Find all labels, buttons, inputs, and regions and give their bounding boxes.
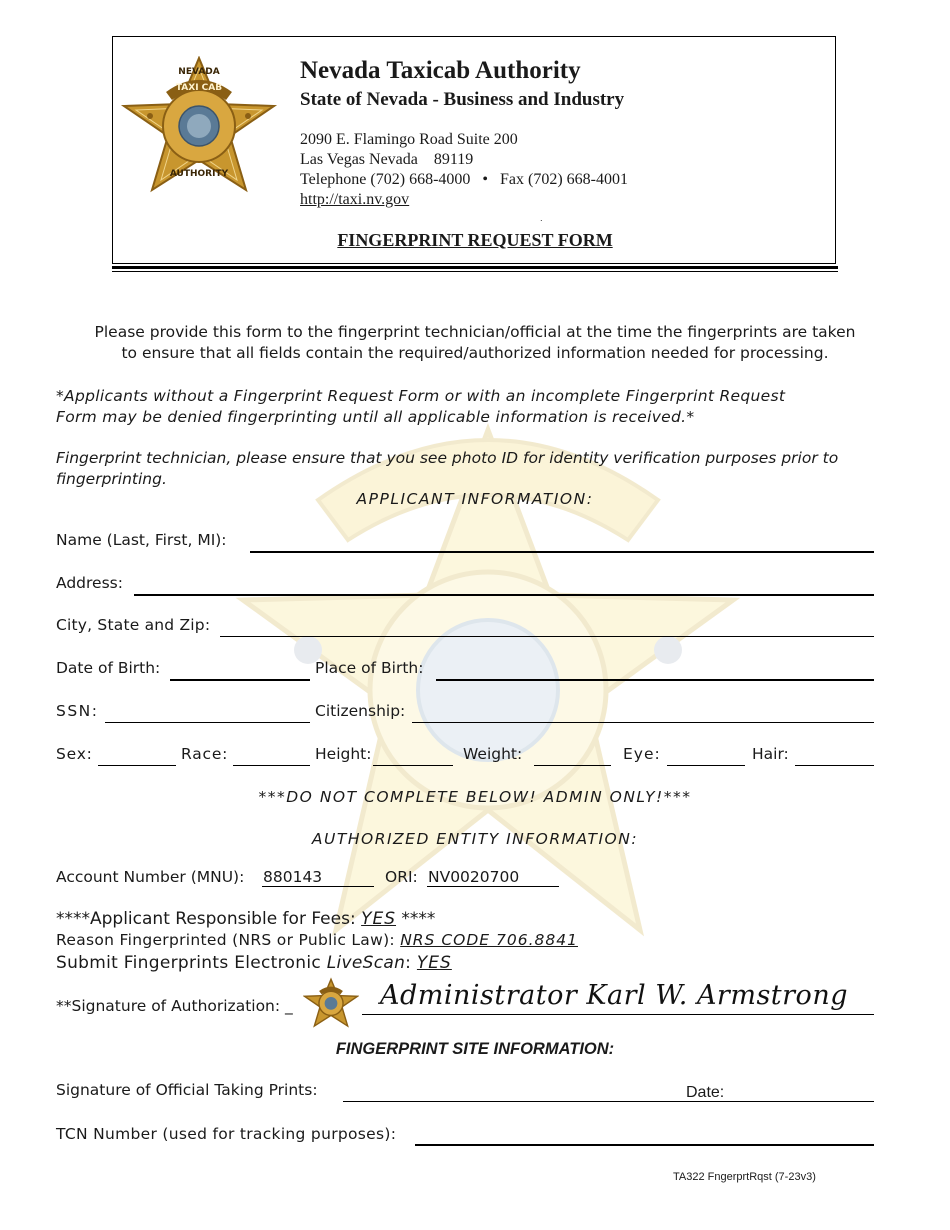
sex-field[interactable] [98, 765, 176, 766]
taxicab-authority-badge-logo [120, 56, 278, 194]
applicant-info-heading: APPLICANT INFORMATION: [356, 490, 594, 508]
form-title: FINGERPRINT REQUEST FORM [337, 230, 613, 250]
letterhead-rule-thin [112, 271, 838, 272]
ssn-field[interactable] [105, 722, 310, 723]
hair-label: Hair: [752, 745, 789, 763]
reason-line: Reason Fingerprinted (NRS or Public Law): NRS CODE 706.8841 [56, 931, 578, 949]
address-line-1: 2090 E. Flamingo Road Suite 200 [300, 131, 518, 148]
dob-label: Date of Birth: [56, 659, 161, 677]
official-signature-field[interactable] [343, 1101, 874, 1102]
date-label: Date: [686, 1084, 725, 1101]
race-label: Race: [181, 745, 229, 763]
name-field[interactable] [250, 551, 874, 553]
height-label: Height: [315, 745, 372, 763]
dob-field[interactable] [170, 679, 310, 681]
ori-value: NV0020700 [428, 868, 520, 886]
address-line-2: Las Vegas Nevada 89119 [300, 151, 474, 168]
technician-instruction: Fingerprint technician, please ensure that you see photo ID for identity verification purposes prior to fingerprinting. [56, 449, 839, 488]
submit-value: YES [416, 953, 452, 973]
website-link[interactable]: http://taxi.nv.gov [300, 191, 410, 208]
intro-paragraph [0, 322, 950, 364]
official-signature-label: Signature of Official Taking Prints: [56, 1081, 318, 1099]
city-state-zip-field[interactable] [220, 636, 874, 637]
name-label: Name (Last, First, MI): [56, 531, 227, 549]
account-number-underline [262, 886, 374, 887]
ori-label: ORI: [385, 868, 418, 886]
citizenship-label: Citizenship: [315, 702, 406, 720]
incomplete-form-warning: *Applicants without a Fingerprint Request Form or with an incomplete Fingerprint Request Form may be denied fingerprinting until all applicable information is received.* [56, 387, 786, 426]
hair-field[interactable] [795, 765, 874, 766]
form-code: TA322 FngerprtRqst (7-23v3) [673, 1171, 816, 1183]
authorization-signature-label: **Signature of Authorization: _ [56, 997, 293, 1015]
intro-line-1: Please provide this form to the fingerprint technician/official at the time the fingerprints are taken [94, 323, 856, 341]
signature-badge-icon [303, 976, 359, 1030]
race-field[interactable] [233, 765, 310, 766]
authorization-signature: Administrator Karl W. Armstrong [380, 980, 848, 1011]
header-tick-mark: . [540, 214, 543, 223]
logo-ring-text-bottom: AUTHORITY [169, 169, 229, 179]
city-state-zip-label: City, State and Zip: [56, 616, 211, 634]
weight-label: Weight: [463, 745, 523, 763]
fees-line: ****Applicant Responsible for Fees: YES **** [56, 909, 436, 929]
logo-ring-text-top: NEVADA [178, 67, 220, 77]
pob-label: Place of Birth: [315, 659, 424, 677]
authorization-signature-line[interactable] [362, 1014, 874, 1015]
intro-line-2: to ensure that all fields contain the required/authorized information needed for processing. [121, 344, 829, 362]
account-number-value: 880143 [263, 868, 323, 886]
submit-livescan-line: Submit Fingerprints Electronic LiveScan: YES [56, 953, 452, 973]
weight-field[interactable] [534, 765, 611, 766]
ssn-label: SSN: [56, 702, 99, 720]
logo-ring-text-mid: TAXI CAB [175, 83, 223, 93]
authorized-entity-heading: AUTHORIZED ENTITY INFORMATION: [311, 830, 639, 848]
eye-label: Eye: [623, 745, 661, 763]
reason-value: NRS CODE 706.8841 [400, 931, 578, 949]
phone-fax: Telephone (702) 668-4000 • Fax (702) 668-4001 [300, 171, 628, 188]
citizenship-field[interactable] [412, 722, 874, 723]
admin-only-notice: ***DO NOT COMPLETE BELOW! ADMIN ONLY!*** [258, 788, 692, 806]
sex-label: Sex: [56, 745, 93, 763]
letterhead-rule [112, 266, 838, 269]
address-field[interactable] [134, 594, 874, 596]
org-name: Nevada Taxicab Authority [300, 57, 581, 84]
height-field[interactable] [373, 765, 453, 766]
site-info-heading: FINGERPRINT SITE INFORMATION: [335, 1040, 615, 1058]
account-number-label: Account Number (MNU): [56, 868, 245, 886]
tcn-label: TCN Number (used for tracking purposes): [56, 1125, 397, 1143]
eye-field[interactable] [667, 765, 745, 766]
pob-field[interactable] [436, 679, 874, 681]
ori-underline [427, 886, 559, 887]
address-label: Address: [56, 574, 123, 592]
fees-value: YES [361, 909, 397, 929]
department-name: State of Nevada - Business and Industry [300, 89, 625, 110]
tcn-field[interactable] [415, 1144, 874, 1146]
